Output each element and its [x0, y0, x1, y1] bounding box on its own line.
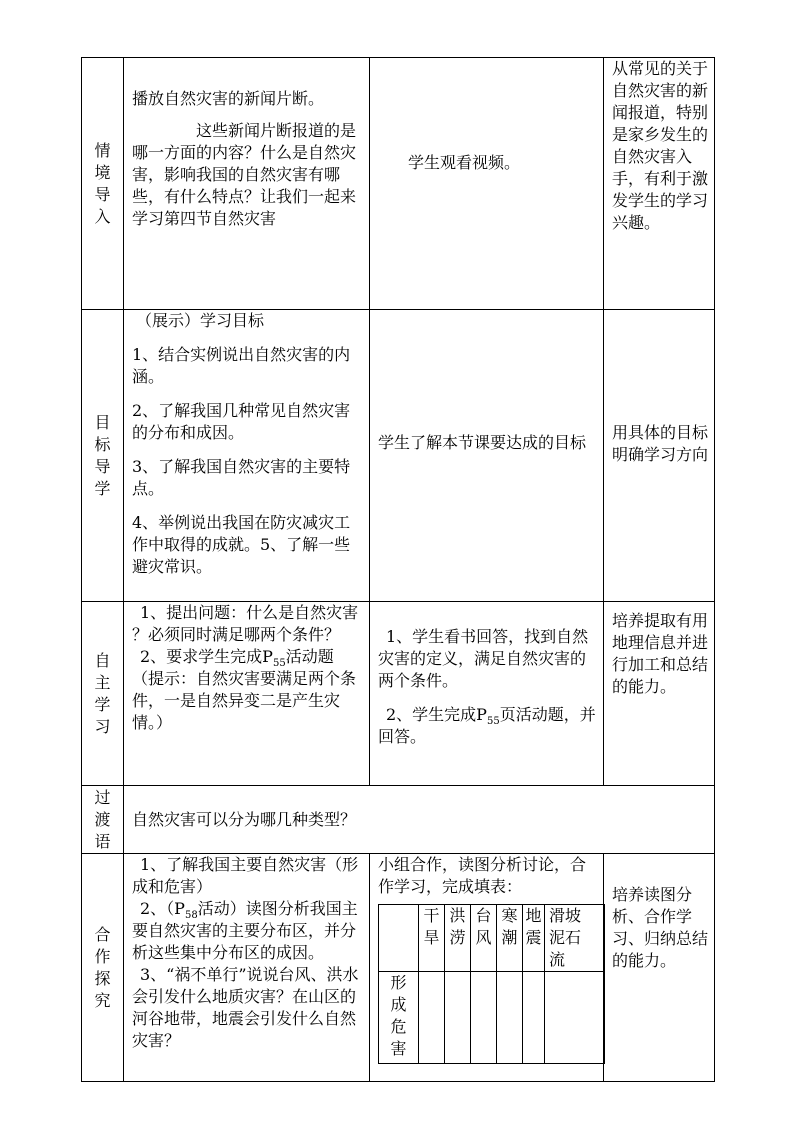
table-header-cell: 干旱	[419, 905, 445, 972]
row-transition	[82, 786, 715, 854]
row-situation-intro	[82, 58, 715, 310]
student-activity-cell	[370, 310, 604, 602]
teacher-text: 播放自然灾害的新闻片断。	[132, 89, 325, 108]
lesson-plan-table	[81, 57, 715, 1082]
table-input-cell[interactable]	[523, 972, 545, 1064]
disaster-fill-table	[378, 904, 605, 1064]
page-number: 55	[272, 658, 286, 670]
student-activity-cell	[370, 854, 604, 1082]
stage-label: 合作探究	[94, 924, 111, 1010]
table-input-cell[interactable]	[545, 972, 605, 1064]
stage-cell	[82, 310, 124, 602]
row-goal-guidance	[82, 310, 715, 602]
transition-cell	[124, 786, 715, 854]
student-text: 页活动题，并回答。	[378, 705, 596, 746]
row-self-study	[82, 602, 715, 786]
design-intent-cell	[604, 602, 715, 786]
teacher-activity-cell	[124, 58, 370, 310]
student-text: 学生了解本节课要达成的目标	[378, 433, 587, 452]
teacher-text: 3、了解我国自然灾害的主要特点。	[132, 457, 351, 498]
table-input-cell[interactable]	[445, 972, 471, 1064]
stage-label: 情境导入	[94, 140, 111, 226]
stage-cell	[82, 854, 124, 1082]
intent-text: 从常见的关于自然灾害的新闻报道，特别是家乡发生的自然灾害入手，有利于激发学生的学习兴趣。	[612, 59, 709, 232]
stage-cell	[82, 786, 124, 854]
table-header-cell: 滑坡泥石流	[545, 905, 605, 972]
design-intent-cell	[604, 310, 715, 602]
teacher-text: （提示：自然灾害要满足两个条件，一是自然异变二是产生灾情。）	[132, 669, 357, 732]
teacher-text: 1、提出问题：什么是自然灾害 ？必须同时满足哪两个条件？	[132, 603, 359, 644]
student-text: 1、学生看书回答，找到自然灾害的定义，满足自然灾害的两个条件。	[378, 627, 589, 690]
table-header-cell: 寒潮	[497, 905, 523, 972]
teacher-text: 2、要求学生完成P	[140, 647, 273, 666]
design-intent-cell	[604, 58, 715, 310]
teacher-text: 3、“祸不单行”说说台风、洪水会引发什么地质灾害？在山区的河谷地带，地震会引发什么自然灾害？	[132, 965, 359, 1050]
table-header-cell: 地震	[523, 905, 545, 972]
teacher-text: 1、了解我国主要自然灾害（形成和危害）	[132, 855, 359, 896]
table-row-label: 形成危害	[379, 972, 419, 1064]
table-header-cell: 洪涝	[445, 905, 471, 972]
intent-text: 培养读图分析、合作学习、归纳总结的能力。	[612, 885, 709, 970]
teacher-activity-cell	[124, 854, 370, 1082]
page-number: 58	[184, 910, 198, 922]
transition-text: 自然灾害可以分为哪几种类型？	[132, 809, 357, 829]
table-input-cell[interactable]	[497, 972, 523, 1064]
teacher-text: 活动题	[285, 647, 334, 666]
student-text: 学生观看视频。	[408, 153, 521, 172]
teacher-text: 2、了解我国几种常见自然灾害的分布和成因。	[132, 401, 351, 442]
teacher-text: 2、（P	[140, 899, 185, 918]
intent-text: 培养提取有用地理信息并进行加工和总结的能力。	[612, 611, 709, 696]
teacher-activity-cell	[124, 602, 370, 786]
student-activity-cell	[370, 602, 604, 786]
page-number: 55	[486, 716, 500, 728]
teacher-text: 4、举例说出我国在防灾减灾工作中取得的成就。5、了解一些避灾常识。	[132, 513, 351, 576]
table-input-cell[interactable]	[471, 972, 497, 1064]
table-input-cell[interactable]	[419, 972, 445, 1064]
design-intent-cell	[604, 854, 715, 1082]
intent-text: 用具体的目标明确学习方向	[612, 423, 709, 464]
table-header-cell: 台风	[471, 905, 497, 972]
stage-cell	[82, 58, 124, 310]
teacher-text: 活动）读图分析我国主要自然灾害的主要分布区，并分析这些集中分布区的成因。	[132, 899, 358, 962]
teacher-text: （展示）学习目标	[136, 311, 265, 330]
student-text: 2、学生完成P	[386, 705, 487, 724]
stage-cell	[82, 602, 124, 786]
stage-label: 目标导学	[94, 412, 111, 498]
stage-label: 自主学习	[94, 650, 111, 736]
teacher-text: 1、结合实例说出自然灾害的内涵。	[132, 345, 351, 386]
teacher-text: 这些新闻片断报道的是哪一方面的内容？什么是自然灾害，影响我国的自然灾害有哪些，有什么特点？让我们一起来学习第四节自然灾害	[132, 121, 357, 228]
student-text: 小组合作，读图分析讨论，合作学习，完成填表：	[378, 855, 587, 896]
row-cooperative-inquiry	[82, 854, 715, 1082]
student-activity-cell	[370, 58, 604, 310]
teacher-activity-cell	[124, 310, 370, 602]
table-corner-cell	[379, 905, 419, 972]
stage-label: 过渡语	[94, 787, 111, 851]
